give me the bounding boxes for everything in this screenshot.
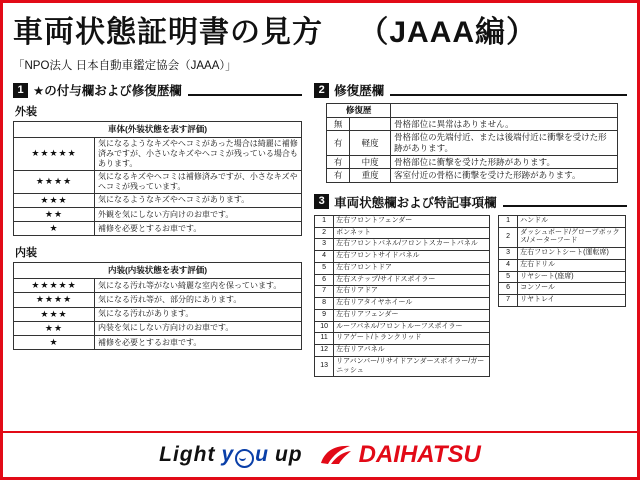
part-no: 2 — [315, 227, 334, 239]
interior-table-head: 内装(内装状態を表す評価) — [14, 263, 302, 279]
table-row — [499, 259, 626, 271]
part-no: 5 — [499, 271, 518, 283]
part-no: 10 — [315, 321, 334, 333]
rating-stars: ★★ — [14, 207, 95, 221]
page-title — [13, 7, 627, 51]
page-title-main: 車両状態証明書の見方 — [13, 16, 323, 49]
table-row — [14, 137, 302, 170]
exterior-table-head: 車体(外装状態を表す評価) — [14, 122, 302, 138]
table-row — [315, 309, 490, 321]
table-row — [315, 239, 490, 251]
section1-header — [13, 81, 302, 99]
rating-desc: 気になる汚れ等がない綺麗な室内を保っています。 — [95, 279, 302, 293]
section2-number: 2 — [314, 83, 329, 98]
part-name: 左右リアフェンダー — [334, 309, 490, 321]
table-row — [315, 286, 490, 298]
table-row — [315, 227, 490, 239]
tagline-u: u — [255, 443, 269, 466]
part-name: リヤシート(座席) — [518, 271, 626, 283]
part-no: 1 — [499, 215, 518, 227]
rating-desc: 気になるようなキズやヘコミがあります。 — [95, 193, 302, 207]
table-row — [315, 356, 490, 377]
repair-mark: 有 — [327, 155, 350, 169]
table-row — [315, 298, 490, 310]
rating-desc: 補修を必要とするお車です。 — [95, 222, 302, 236]
rating-desc: 気になるようなキズやヘコミがあった場合は綺麗に補修済みですが、小さいなキズやヘコミが残っている場合もあります。 — [95, 137, 302, 170]
section2-rule — [390, 85, 627, 96]
page-title-sub: （JAAA編） — [358, 16, 538, 49]
table-row — [315, 251, 490, 263]
exterior-table — [13, 121, 302, 236]
table-row — [14, 207, 302, 221]
part-name: 左右フロントサイドパネル — [334, 251, 490, 263]
rating-desc: 補修を必要とするお車です。 — [95, 336, 302, 350]
table-header-row — [14, 263, 302, 279]
repair-head: 修復歴 — [327, 104, 391, 118]
table-row — [315, 274, 490, 286]
table-row — [14, 222, 302, 236]
table-row — [315, 321, 490, 333]
section3-title: 車両状態欄および特記事項欄 — [334, 195, 497, 210]
repair-level: 軽度 — [350, 131, 391, 155]
repair-desc: 客室付近の骨格に衝撃を受けた形跡があります。 — [391, 169, 618, 183]
table-row — [315, 262, 490, 274]
rating-stars: ★ — [14, 222, 95, 236]
repair-desc: 骨格部位の先端付近、または後端付近に衝撃を受けた形跡があります。 — [391, 131, 618, 155]
part-name: ハンドル — [518, 215, 626, 227]
parts-lists — [314, 215, 627, 378]
rating-desc: 内装を気にしない方向けのお車です。 — [95, 321, 302, 335]
table-row — [14, 307, 302, 321]
interior-label: 内装 — [15, 247, 37, 260]
table-row — [327, 117, 618, 131]
rating-desc: 気になる汚れ等が、部分的にあります。 — [95, 293, 302, 307]
part-name: 左右フロントドア — [334, 262, 490, 274]
table-row — [499, 215, 626, 227]
table-row — [14, 279, 302, 293]
part-no: 6 — [315, 274, 334, 286]
interior-parts-table — [498, 215, 626, 307]
section1-rule — [188, 85, 302, 96]
exterior-label: 外装 — [15, 106, 37, 118]
rating-desc: 外観を気にしない方向けのお車です。 — [95, 207, 302, 221]
part-name: 左右ドリル — [518, 259, 626, 271]
table-row — [14, 321, 302, 335]
daihatsu-mark-icon — [319, 443, 353, 467]
part-no: 4 — [315, 251, 334, 263]
rating-desc: 気になるキズやヘコミは補修済みですが、小さなキズやヘコミが残っています。 — [95, 170, 302, 193]
page-header — [3, 3, 637, 55]
repair-mark: 有 — [327, 169, 350, 183]
exterior-parts-table — [314, 215, 490, 378]
left-column — [13, 81, 310, 433]
part-no: 1 — [315, 215, 334, 227]
part-no: 7 — [499, 295, 518, 307]
table-row — [327, 155, 618, 169]
table-row — [327, 169, 618, 183]
part-name: 左右フロントパネル/フロントスカートパネル — [334, 239, 490, 251]
part-name: 左右リアドア — [334, 286, 490, 298]
rating-stars: ★ — [14, 336, 95, 350]
part-name: リアゲート/トランクリッド — [334, 333, 490, 345]
repair-mark: 無 — [327, 117, 350, 131]
tagline-light: Light — [159, 443, 216, 466]
repair-history-table — [326, 103, 618, 183]
part-no: 8 — [315, 298, 334, 310]
part-no: 7 — [315, 286, 334, 298]
repair-desc: 骨格部位に異常はありません。 — [391, 117, 618, 131]
section1-title: ★の付与欄および修復歴欄 — [33, 84, 182, 98]
table-row — [499, 271, 626, 283]
repair-desc: 骨格部位に衝撃を受けた形跡があります。 — [391, 155, 618, 169]
rating-stars: ★★★★★ — [14, 279, 95, 293]
part-no: 4 — [499, 259, 518, 271]
table-row — [14, 193, 302, 207]
table-row — [327, 131, 618, 155]
part-name: 左右フロントフェンダー — [334, 215, 490, 227]
rating-stars: ★★★ — [14, 193, 95, 207]
section2-header — [314, 81, 627, 99]
section1-number: 1 — [13, 83, 28, 98]
table-header-row — [327, 104, 618, 118]
repair-head-spacer — [391, 104, 618, 118]
part-name: 左右リアパネル — [334, 345, 490, 357]
rating-stars: ★★★★★ — [14, 137, 95, 170]
part-no: 3 — [499, 248, 518, 260]
table-row — [499, 283, 626, 295]
table-row — [499, 248, 626, 260]
header-note: 「NPO法人 日本自動車鑑定協会（JAAA）」 — [13, 60, 237, 72]
part-name: 左右ステップ/サイドスポイラー — [334, 274, 490, 286]
repair-level: 中度 — [350, 155, 391, 169]
rating-desc: 気になる汚れがあります。 — [95, 307, 302, 321]
rating-stars: ★★★ — [14, 307, 95, 321]
table-header-row — [14, 122, 302, 138]
table-row — [14, 170, 302, 193]
part-name: コンソール — [518, 283, 626, 295]
section2-title: 修復歴欄 — [334, 84, 385, 98]
part-no: 2 — [499, 227, 518, 248]
content-columns — [3, 81, 637, 433]
part-name: ルーフパネル/フロントルーフスポイラー — [334, 321, 490, 333]
part-name: ダッシュボード/グローブボックス/メーターフード — [518, 227, 626, 248]
page-footer — [3, 431, 637, 477]
repair-mark: 有 — [327, 131, 350, 155]
part-no: 13 — [315, 356, 334, 377]
tagline — [159, 443, 302, 467]
table-row — [315, 215, 490, 227]
part-no: 6 — [499, 283, 518, 295]
tagline-up: up — [274, 443, 303, 466]
section3-rule — [503, 196, 627, 207]
repair-level — [350, 117, 391, 131]
part-name: 左右リアタイヤホイール — [334, 298, 490, 310]
part-name: リアバンパー/リサイドアンダースポイラー/ガーニッシュ — [334, 356, 490, 377]
table-row — [499, 295, 626, 307]
table-row — [315, 345, 490, 357]
table-row — [14, 293, 302, 307]
rating-stars: ★★★★ — [14, 293, 95, 307]
part-no: 9 — [315, 309, 334, 321]
section3-header — [314, 193, 627, 211]
brand-logo — [319, 441, 481, 469]
brand-name: DAIHATSU — [358, 441, 481, 468]
smiley-icon — [235, 449, 254, 468]
rating-stars: ★★★★ — [14, 170, 95, 193]
part-no: 5 — [315, 262, 334, 274]
table-row — [499, 227, 626, 248]
tagline-y: y — [221, 443, 235, 466]
interior-table — [13, 262, 302, 350]
rating-stars: ★★ — [14, 321, 95, 335]
part-name: ボンネット — [334, 227, 490, 239]
table-row — [315, 333, 490, 345]
section3-number: 3 — [314, 194, 329, 209]
part-no: 3 — [315, 239, 334, 251]
part-name: 左右フロントシート(運転席) — [518, 248, 626, 260]
repair-level: 重度 — [350, 169, 391, 183]
table-row — [14, 336, 302, 350]
part-name: リヤトレイ — [518, 295, 626, 307]
part-no: 12 — [315, 345, 334, 357]
part-no: 11 — [315, 333, 334, 345]
right-column — [310, 81, 627, 433]
